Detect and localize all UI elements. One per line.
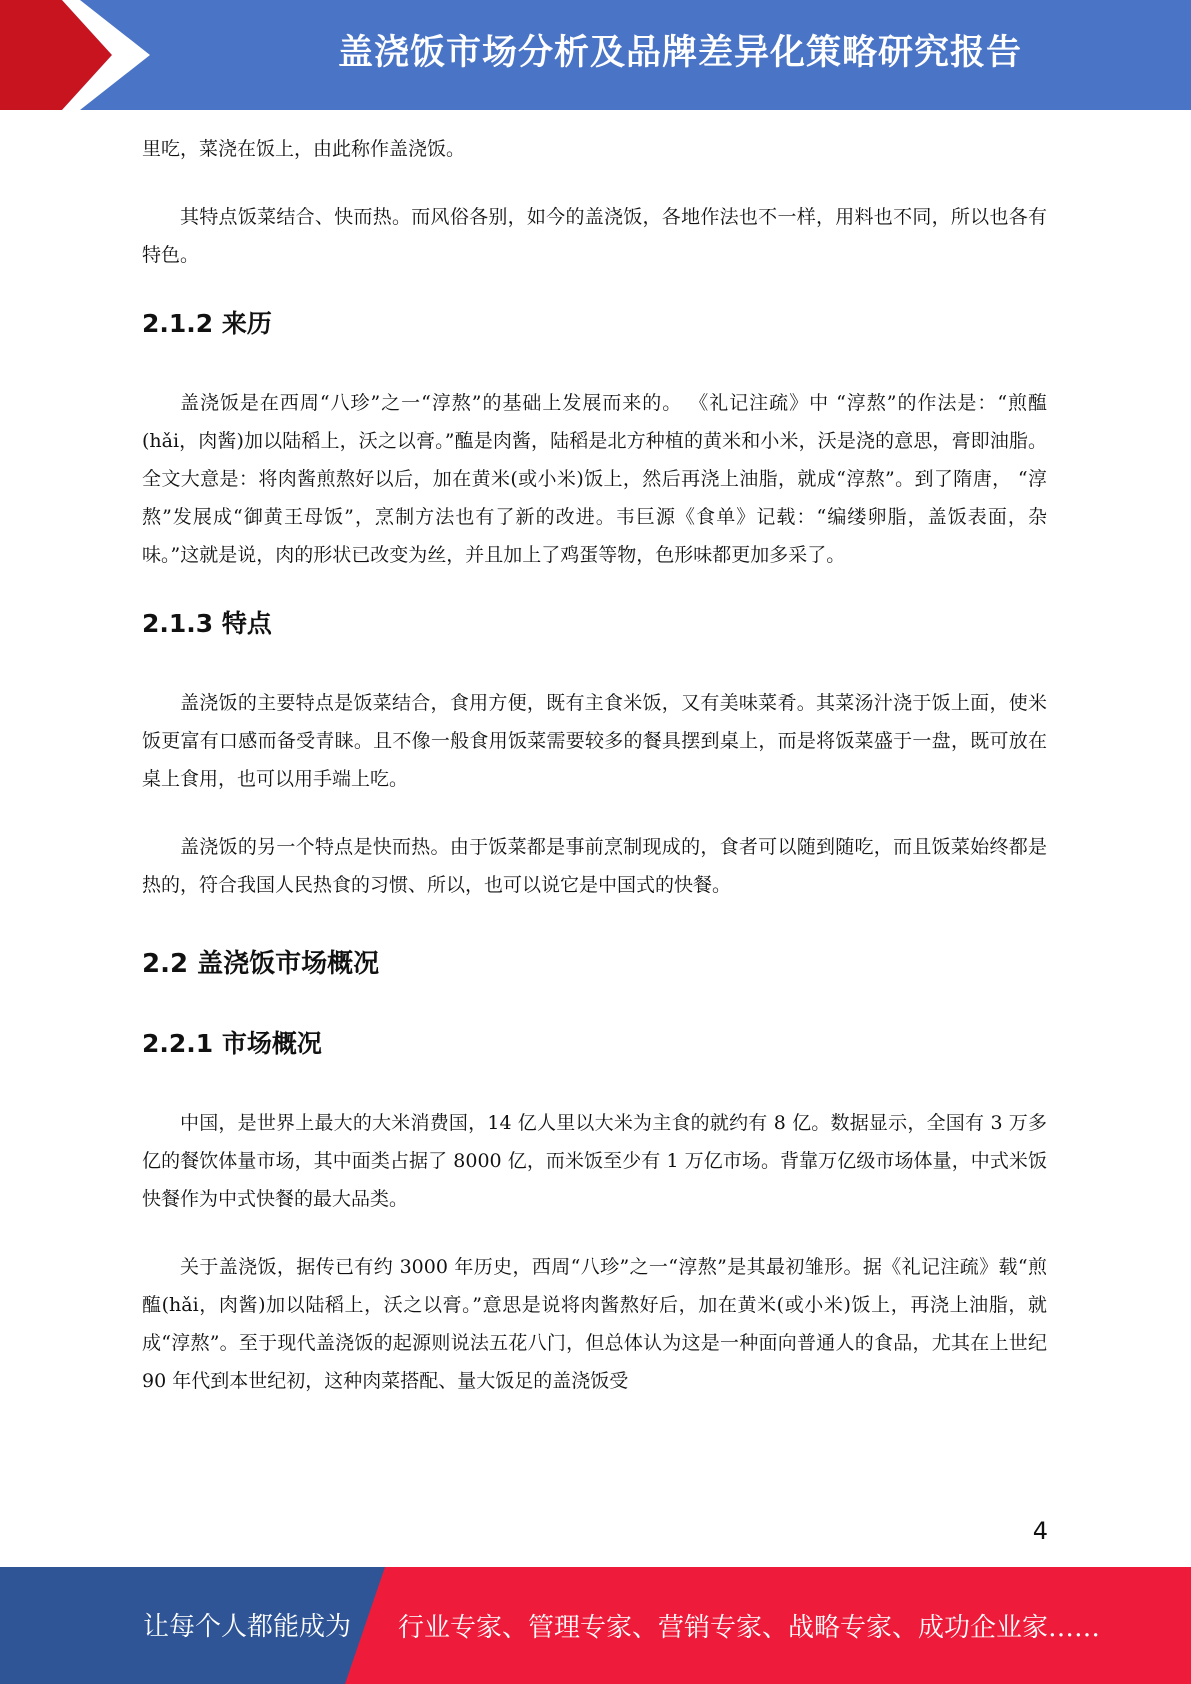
paragraph: 关于盖浇饭，据传已有约 3000 年历史，西周“八珍”之一“淳熬”是其最初雏形。据《礼记注疏》载“煎醢(hǎi，肉酱)加以陆稻上，沃之以膏。”意思是说将肉酱熬好后，加在黄米(或小米)饭上，再浇上油脂，就成“淳熬”。至于现代盖浇饭的起源则说法五花八门，但总体认为这是一种面向普通人的食品，尤其在上世纪 90 年代到本世纪初，这种肉菜搭配、量大饭足的盖浇饭受 (142, 1256, 1047, 1392)
page-number: 4 (1032, 1517, 1048, 1545)
paragraph: 中国，是世界上最大的大米消费国，14 亿人里以大米为主食的就约有 8 亿。数据显示，全国有 3 万多亿的餐饮体量市场，其中面类占据了 8000 亿，而米饭至少有 1 万亿市场。背靠万亿级市场体量，中式米饭快餐作为中式快餐的最大品类。 (142, 1112, 1047, 1210)
section-heading-2-2-1: 2.2.1 市场概况 (142, 1029, 322, 1058)
paragraph: 盖浇饭是在西周“八珍”之一“淳熬”的基础上发展而来的。 《礼记注疏》中 “淳熬”的作法是：“煎醢(hǎi，肉酱)加以陆稻上，沃之以膏。”醢是肉酱，陆稻是北方种植的黄米和小米，沃是浇的意思，膏即油脂。全文大意是：将肉酱煎熬好以后，加在黄米(或小米)饭上，然后再浇上油脂，就成“淳熬”。到了隋唐， “淳熬”发展成“御黄王母饭”，烹制方法也有了新的改进。韦巨源《食单》记载：“编缕卵脂，盖饭表面，杂味。”这就是说，肉的形状已改变为丝，并且加上了鸡蛋等物，色形味都更加多采了。 (142, 392, 1047, 566)
section-heading-2-2: 2.2 盖浇饭市场概况 (142, 949, 380, 979)
paragraph: 盖浇饭的主要特点是饭菜结合，食用方便，既有主食米饭，又有美味菜肴。其菜汤汁浇于饭上面，使米饭更富有口感而备受青睐。且不像一般食用饭菜需要较多的餐具摆到桌上，而是将饭菜盛于一盘，既可放在桌上食用，也可以用手端上吃。 (142, 692, 1047, 790)
report-title: 盖浇饭市场分析及品牌差异化策略研究报告 (337, 33, 1022, 73)
footer-slogan-right: 行业专家、管理专家、营销专家、战略专家、成功企业家…… (398, 1613, 1101, 1643)
header-arrow-decoration (0, 0, 150, 110)
page-footer (0, 1567, 1191, 1684)
document-body (142, 130, 1047, 1400)
paragraph: 其特点饭菜结合、快而热。而风俗各别，如今的盖浇饭，各地作法也不一样，用料也不同，所以也各有特色。 (142, 206, 1047, 266)
page-header (0, 0, 1191, 110)
section-heading-2-1-3: 2.1.3 特点 (142, 609, 272, 638)
paragraph: 里吃，菜浇在饭上，由此称作盖浇饭。 (142, 138, 466, 160)
paragraph: 盖浇饭的另一个特点是快而热。由于饭菜都是事前烹制现成的，食者可以随到随吃，而且饭菜始终都是热的，符合我国人民热食的习惯、所以，也可以说它是中国式的快餐。 (142, 836, 1047, 896)
footer-slogan-left: 让每个人都能成为 (143, 1612, 352, 1642)
section-heading-2-1-2: 2.1.2 来历 (142, 309, 272, 338)
